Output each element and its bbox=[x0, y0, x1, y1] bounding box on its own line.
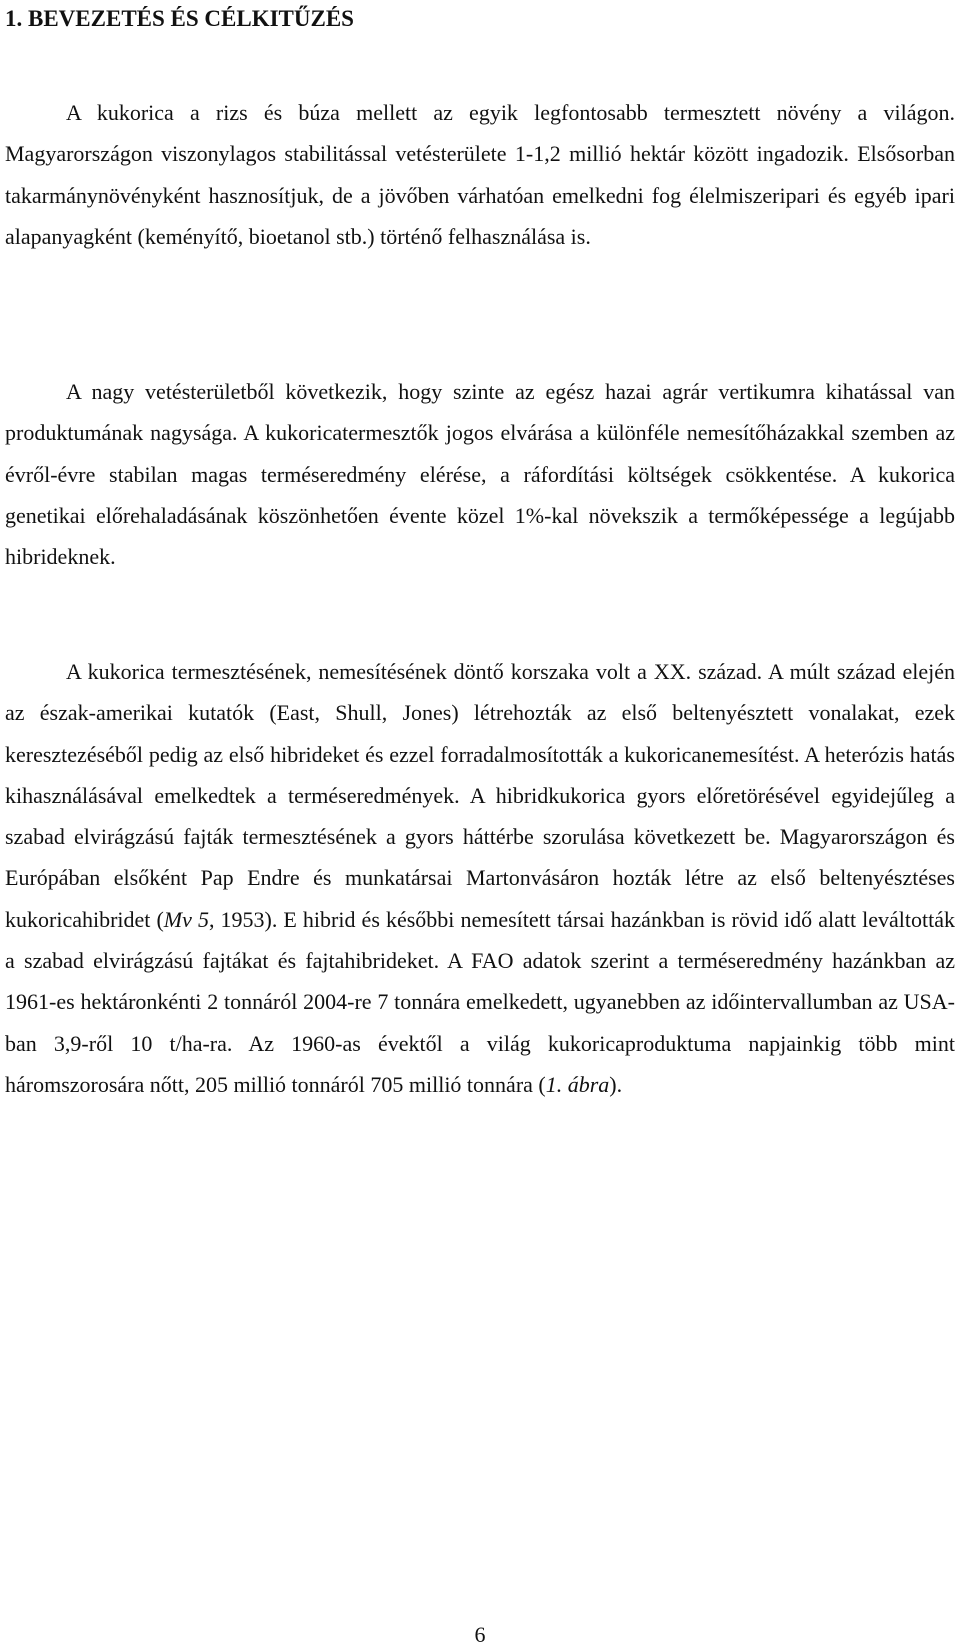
paragraph-area: A nagy vetésterületből következik, hogy szinte az egész hazai agrár vertikumra kihatással van produktumának nagysága. A kukoricatermesztők jogos elvárása a különféle nemesítőházakkal szemben az évről-évre stabilan magas terméseredmény elérése, a ráfordítási költségek csökkentése. A kukorica genetikai előrehaladásának köszönhetően évente közel 1%-kal növekszik a termőképessége a legújabb hibrideknek. bbox=[5, 379, 955, 570]
paragraph-intro: A kukorica a rizs és búza mellett az egyik legfontosabb termesztett növény a világon. Magyarországon viszonylagos stabilitással vetésterülete 1-1,2 millió hektár között ingadozik. Elsősorban takarmánynövényként hasznosítjuk, de a jövőben várhatóan emelkedni fog élelmiszeripari és egyéb ipari alapanyagként (keményítő, bioetanol stb.) történő felhasználása is. bbox=[5, 100, 955, 249]
history-text-part3: ). bbox=[609, 1071, 623, 1097]
history-text-part2: , 1953). E hibrid és későbbi nemesített társai hazánkban is rövid idő alatt leváltották a szabad elvirágzású fajtákat és fajtahibrideket. A FAO adatok szerint a terméseredmény hazánkban az 1961-es hektáronkénti 2 tonnáról 2004-re 7 tonnára emelkedett, ugyanebben az időintervallumban az USA-ban 3,9-ről 10 t/ha-ra. Az 1960-as évektől a világ kukoricaproduktuma napjainkig több mint háromszorosára nőtt, 205 millió tonnáról 705 millió tonnára ( bbox=[5, 906, 955, 1097]
page-number: 6 bbox=[474, 1622, 486, 1647]
paragraph-history bbox=[5, 651, 955, 1105]
hybrid-name: Mv 5 bbox=[163, 906, 209, 932]
figure-reference: 1. ábra bbox=[545, 1071, 610, 1097]
chapter-heading: 1. BEVEZETÉS ÉS CÉLKITŰZÉS bbox=[5, 6, 354, 31]
history-text-part1: A kukorica termesztésének, nemesítésének döntő korszaka volt a XX. század. A múlt század elején az észak-amerikai kutatók (East, Shull, Jones) létrehozták az első beltenyésztett vonalakat, ezek keresztezéséből pedig az első hibrideket és ezzel forradalmosították a kukoricanemesítést. A heterózis hatás kihasználásával emelkedtek a terméseredmények. A hibridkukorica gyors előretörésével egyidejűleg a szabad elvirágzású fajták termesztésének a gyors háttérbe szorulása következett be. Magyarországon és Európában elsőként Pap Endre és munkatársai Martonvásáron hozták létre az első beltenyésztéses kukoricahibridet ( bbox=[5, 659, 955, 932]
